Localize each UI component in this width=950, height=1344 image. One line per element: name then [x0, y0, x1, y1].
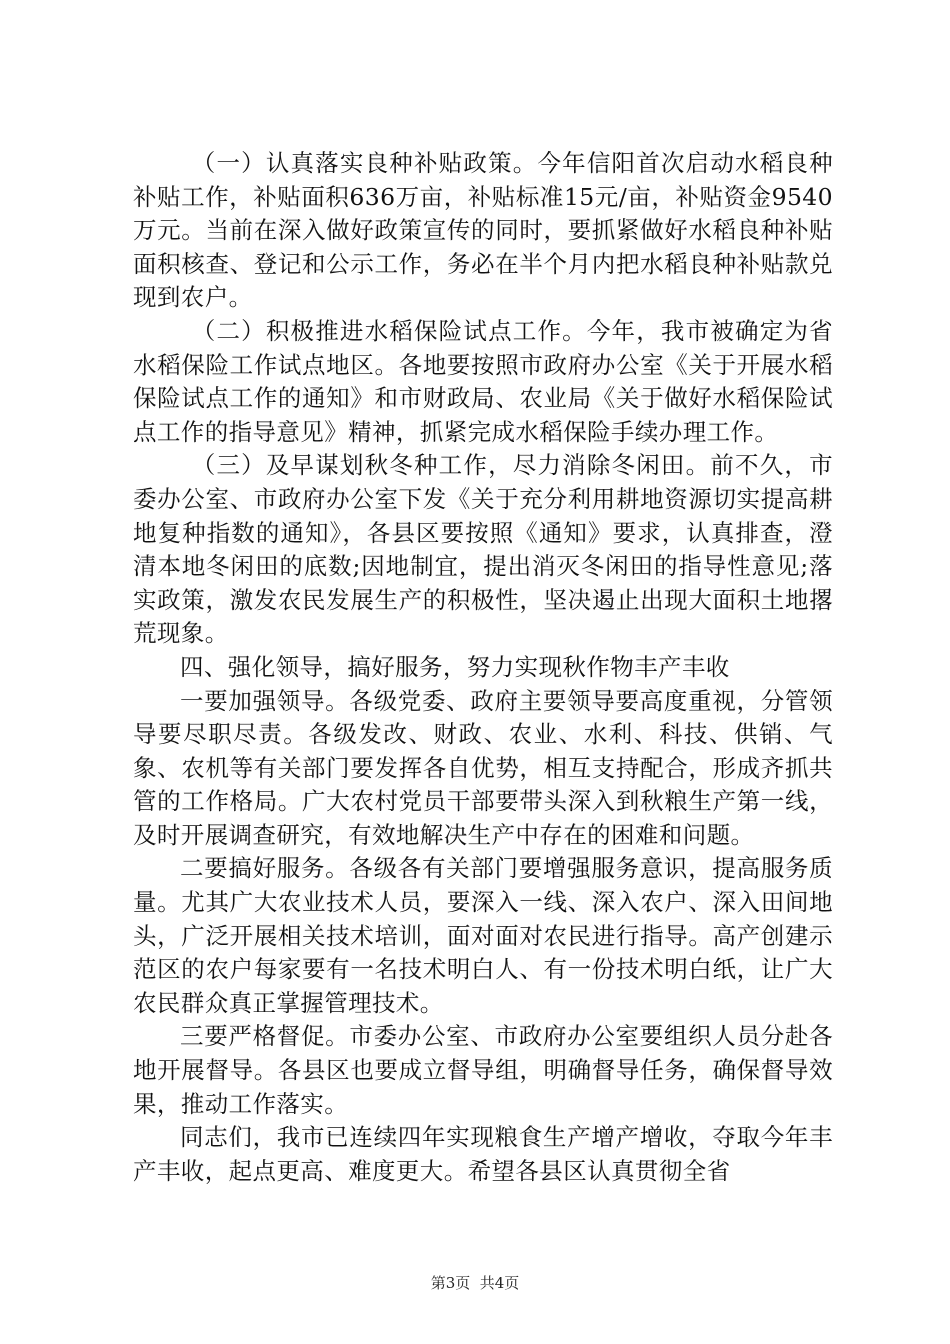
paragraph-seed-subsidy: （一）认真落实良种补贴政策。今年信阳首次启动水稻良种补贴工作，补贴面积636万亩，补贴标准15元/亩，补贴资金9540万元。当前在深入做好政策宣传的同时，要抓紧做好水稻良种补贴面积核查、登记和公示工作，务必在半个月内把水稻良种补贴款兑现到农户。 — [133, 149, 833, 312]
page-footer — [0, 1273, 950, 1293]
page-number-label: 第3页 共4页 — [430, 1274, 520, 1292]
paragraph-rice-insurance: （二）积极推进水稻保险试点工作。今年，我市被确定为省水稻保险工作试点地区。各地要按照市政府办公室《关于开展水稻保险试点工作的通知》和市财政局、农业局《关于做好水稻保险试点工作的指导意见》精神，抓紧完成水稻保险手续办理工作。 — [133, 316, 833, 446]
paragraph-autumn-winter-planting: （三）及早谋划秋冬种工作，尽力消除冬闲田。前不久，市委办公室、市政府办公室下发《关于充分利用耕地资源切实提高耕地复种指数的通知》，各县区要按照《通知》要求，认真排查，澄清本地冬闲田的底数;因地制宜，提出消灭冬闲田的指导性意见;落实政策，激发农民发展生产的积极性，坚决遏止出现大面积土地撂荒现象。 — [133, 451, 833, 648]
section-heading-four: 四、强化领导，搞好服务，努力实现秋作物丰产丰收 — [180, 652, 730, 681]
paragraph-service: 二要搞好服务。各级各有关部门要增强服务意识，提高服务质量。尤其广大农业技术人员，要深入一线、深入农户、深入田间地头，广泛开展相关技术培训，面对面对农民进行指导。高产创建示范区的农户每家要有一名技术明白人、有一份技术明白纸，让广大农民群众真正掌握管理技术。 — [133, 854, 833, 1017]
paragraph-supervision: 三要严格督促。市委办公室、市政府办公室要组织人员分赴各地开展督导。各县区也要成立督导组，明确督导任务，确保督导效果，推动工作落实。 — [133, 1022, 833, 1118]
paragraph-leadership: 一要加强领导。各级党委、政府主要领导要高度重视，分管领导要尽职尽责。各级发改、财政、农业、水利、科技、供销、气象、农机等有关部门要发挥各自优势，相互支持配合，形成齐抓共管的工作格局。广大农村党员干部要带头深入到秋粮生产第一线，及时开展调查研究，有效地解决生产中存在的困难和问题。 — [133, 686, 833, 849]
paragraph-closing: 同志们，我市已连续四年实现粮食生产增产增收，夺取今年丰产丰收，起点更高、难度更大。希望各县区认真贯彻全省 — [133, 1123, 833, 1185]
document-body — [133, 147, 833, 1188]
